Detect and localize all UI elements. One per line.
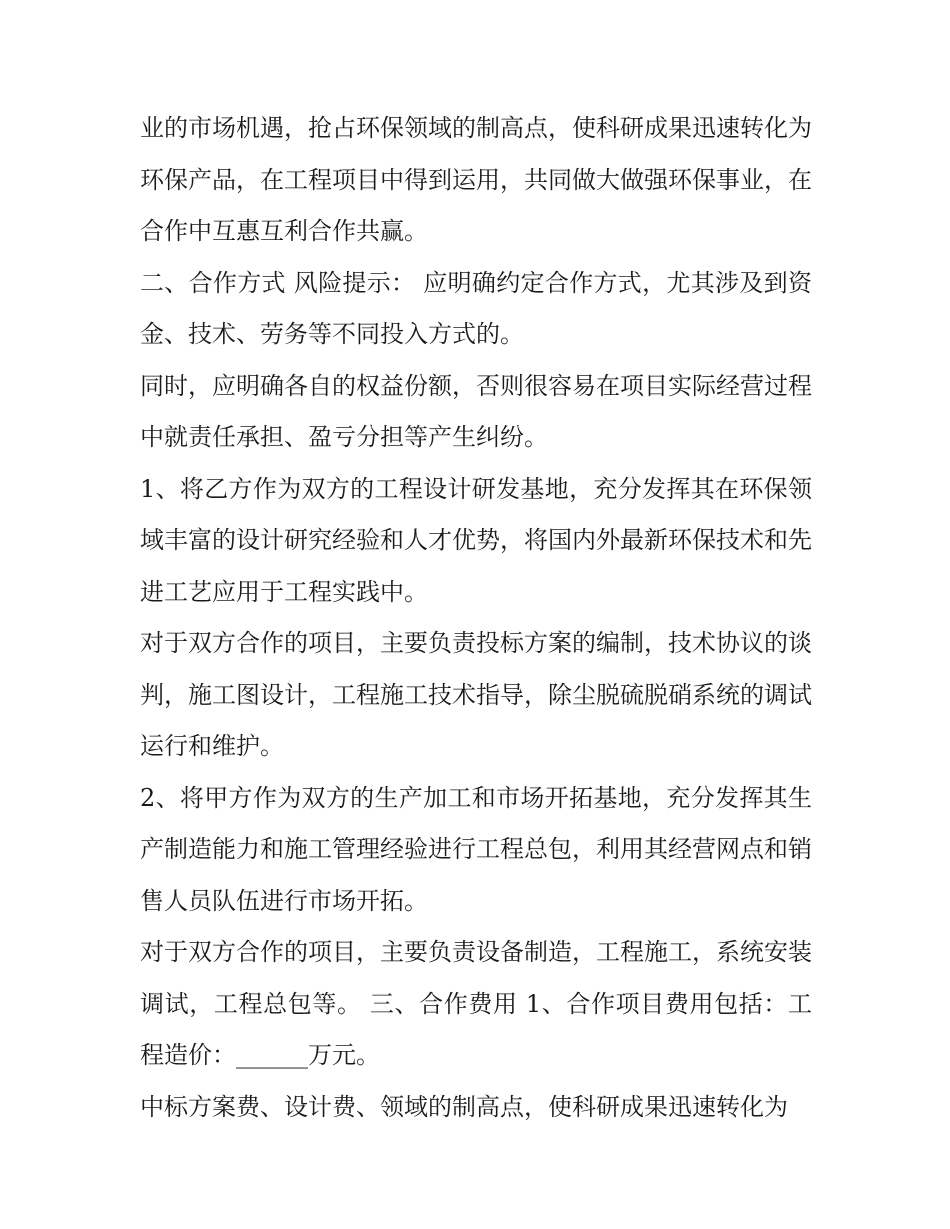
paragraph-party-a-role: 2、将甲方作为双方的生产加工和市场开拓基地，充分发挥其生产制造能力和施工管理经验进行工程总包，利用其经营网点和销售人员队伍进行市场开拓。	[140, 783, 812, 915]
paragraph-equity-share: 同时，应明确各自的权益份额，否则很容易在项目实际经营过程中就责任承担、盈亏分担等产生纠纷。	[140, 371, 812, 451]
document-page	[140, 103, 812, 1133]
paragraph-party-a-duties-costs: 对于双方合作的项目，主要负责设备制造，工程施工，系统安装调试，工程总包等。 三、合作费用 1、合作项目费用包括：工程造价：______万元。	[140, 938, 812, 1069]
paragraph-party-b-role: 1、将乙方作为双方的工程设计研发基地，充分发挥其在环保领域丰富的设计研究经验和人才优势，将国内外最新环保技术和先进工艺应用于工程实践中。	[140, 474, 812, 606]
paragraph-cost-items: 中标方案费、设计费、领域的制高点，使科研成果迅速转化为	[140, 1092, 788, 1121]
paragraph-cooperation-method: 二、合作方式 风险提示： 应明确约定合作方式，尤其涉及到资金、技术、劳务等不同投入方式的。	[140, 268, 812, 348]
paragraph-party-b-duties: 对于双方合作的项目，主要负责投标方案的编制，技术协议的谈判，施工图设计，工程施工技术指导，除尘脱硫脱硝系统的调试运行和维护。	[140, 629, 812, 760]
paragraph-market-opportunity: 业的市场机遇，抢占环保领域的制高点，使科研成果迅速转化为环保产品，在工程项目中得到运用，共同做大做强环保事业，在合作中互惠互利合作共赢。	[140, 114, 812, 245]
